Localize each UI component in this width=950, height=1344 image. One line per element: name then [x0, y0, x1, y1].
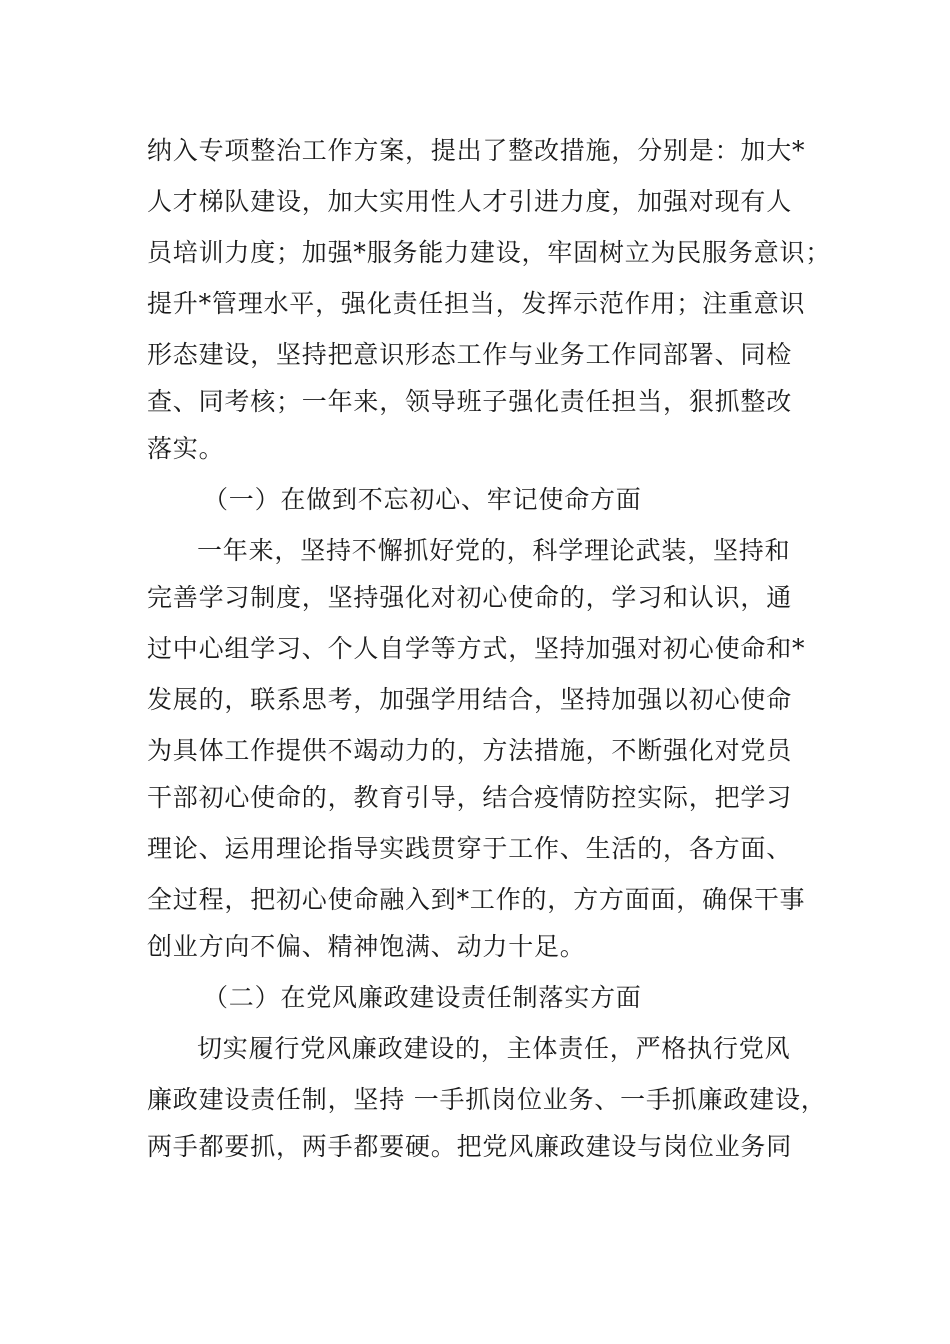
text-line-6: 查、同考核；一年来，领导班子强化责任担当，狠抓整改 — [147, 387, 793, 416]
paragraph-1-line-3: 过中心组学习、个人自学等方式，坚持加强对初心使命和* — [147, 634, 806, 663]
paragraph-1-line-4: 发展的，联系思考，加强学用结合，坚持加强以初心使命 — [147, 685, 793, 714]
text-line-2: 人才梯队建设，加大实用性人才引进力度，加强对现有人 — [147, 187, 793, 216]
paragraph-1-line-8: 全过程，把初心使命融入到*工作的，方方面面，确保干事 — [147, 885, 806, 914]
text-line-7: 落实。 — [147, 434, 225, 463]
paragraph-1-line-5: 为具体工作提供不竭动力的，方法措施，不断强化对党员 — [147, 736, 793, 765]
paragraph-2-line-3: 两手都要抓，两手都要硬。把党风廉政建设与岗位业务同 — [147, 1132, 793, 1161]
paragraph-1-line-2: 完善学习制度，坚持强化对初心使命的，学习和认识，通 — [147, 583, 793, 612]
section-heading-1: （一）在做到不忘初心、牢记使命方面 — [203, 485, 642, 514]
paragraph-1-line-1: 一年来，坚持不懈抓好党的，科学理论武装，坚持和 — [197, 536, 791, 565]
paragraph-2-line-1: 切实履行党风廉政建设的，主体责任，严格执行党风 — [197, 1034, 791, 1063]
text-line-4: 提升*管理水平，强化责任担当，发挥示范作用；注重意识 — [147, 289, 806, 318]
paragraph-1-line-9: 创业方向不偏、精神饱满、动力十足。 — [147, 932, 586, 961]
paragraph-1-line-6: 干部初心使命的，教育引导，结合疫情防控实际，把学习 — [147, 783, 793, 812]
text-line-5: 形态建设，坚持把意识形态工作与业务工作同部署、同检 — [147, 340, 793, 369]
section-heading-2: （二）在党风廉政建设责任制落实方面 — [203, 983, 642, 1012]
text-line-1: 纳入专项整治工作方案，提出了整改措施，分别是：加大* — [147, 136, 806, 165]
text-line-3: 员培训力度；加强*服务能力建设，牢固树立为民服务意识； — [147, 238, 832, 267]
paragraph-2-line-2: 廉政建设责任制，坚持 一手抓岗位业务、一手抓廉政建设， — [147, 1085, 827, 1114]
paragraph-1-line-7: 理论、运用理论指导实践贯穿于工作、生活的，各方面、 — [147, 834, 793, 863]
